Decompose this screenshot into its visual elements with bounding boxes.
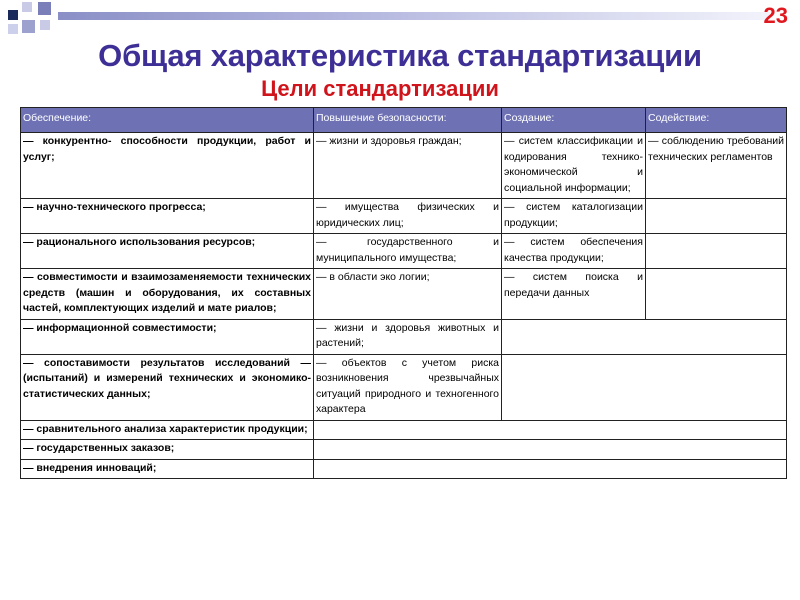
table-cell: — жизни и здоровья животных и растений; [314, 319, 502, 354]
page-number: 23 [763, 3, 788, 28]
decor-gradient-band [58, 12, 770, 20]
decor-square [22, 2, 32, 12]
table-row [21, 459, 787, 479]
table-cell-empty [646, 234, 787, 269]
decor-square [8, 24, 18, 34]
page-subtitle: Цели стандартизации [261, 76, 499, 101]
table-cell-empty [646, 269, 787, 320]
decor-square [8, 10, 18, 20]
table-cell: — сравнительного анализа характеристик продукции; [21, 420, 314, 440]
table-header-row [21, 108, 787, 133]
column-header-creation: Создание: [502, 108, 646, 133]
table-cell: — систем классификации и кодирования технико-экономической и социальной информации; [502, 133, 646, 199]
table-row [21, 354, 787, 420]
table-cell: — информационной совместимости; [21, 319, 314, 354]
table-cell: — систем каталогизации продукции; [502, 199, 646, 234]
table-cell: — сопоставимости результатов исследований — (испытаний) и измерений технических и экономико-статистических данных; [21, 354, 314, 420]
table-cell: — конкурентно- способности продукции, работ и услуг; [21, 133, 314, 199]
decor-square [38, 2, 51, 15]
table-cell: — в области эко логии; [314, 269, 502, 320]
column-header-safety: Повышение безопасности: [314, 108, 502, 133]
table-cell: — имущества физических и юридических лиц; [314, 199, 502, 234]
table-row [21, 199, 787, 234]
table-row [21, 269, 787, 320]
table-cell-empty [502, 319, 787, 354]
table-cell: — систем поиска и передачи данных [502, 269, 646, 320]
table-cell: — научно-технического прогресса; [21, 199, 314, 234]
table-row [21, 234, 787, 269]
table-cell: — государственных заказов; [21, 440, 314, 460]
table-cell: — систем обеспечения качества продукции; [502, 234, 646, 269]
table-row [21, 319, 787, 354]
standardization-goals-table [20, 107, 787, 479]
column-header-provision: Обеспечение: [21, 108, 314, 133]
table-cell: — совместимости и взаимозаменяемости технических средств (машин и оборудования, их составных частей, комплектующих изделий и мате риалов; [21, 269, 314, 320]
table-cell: — соблюдению требований технических регламентов [646, 133, 787, 199]
table-cell: — рационального использования ресурсов; [21, 234, 314, 269]
table-cell-empty [502, 354, 787, 420]
table-cell: — жизни и здоровья граждан; [314, 133, 502, 199]
table-cell-empty [314, 420, 787, 440]
table-cell: — государственного и муниципального имущества; [314, 234, 502, 269]
table-cell: — внедрения инноваций; [21, 459, 314, 479]
page-title: Общая характеристика стандартизации [98, 38, 702, 73]
decor-square [40, 20, 50, 30]
table-cell-empty [314, 459, 787, 479]
decor-square [22, 20, 35, 33]
table-cell-empty [314, 440, 787, 460]
table-cell: — объектов с учетом риска возникновения чрезвычайных ситуаций природного и техногенного характера [314, 354, 502, 420]
column-header-assistance: Содействие: [646, 108, 787, 133]
table-cell-empty [646, 199, 787, 234]
table-row [21, 133, 787, 199]
table-row [21, 420, 787, 440]
table-row [21, 440, 787, 460]
